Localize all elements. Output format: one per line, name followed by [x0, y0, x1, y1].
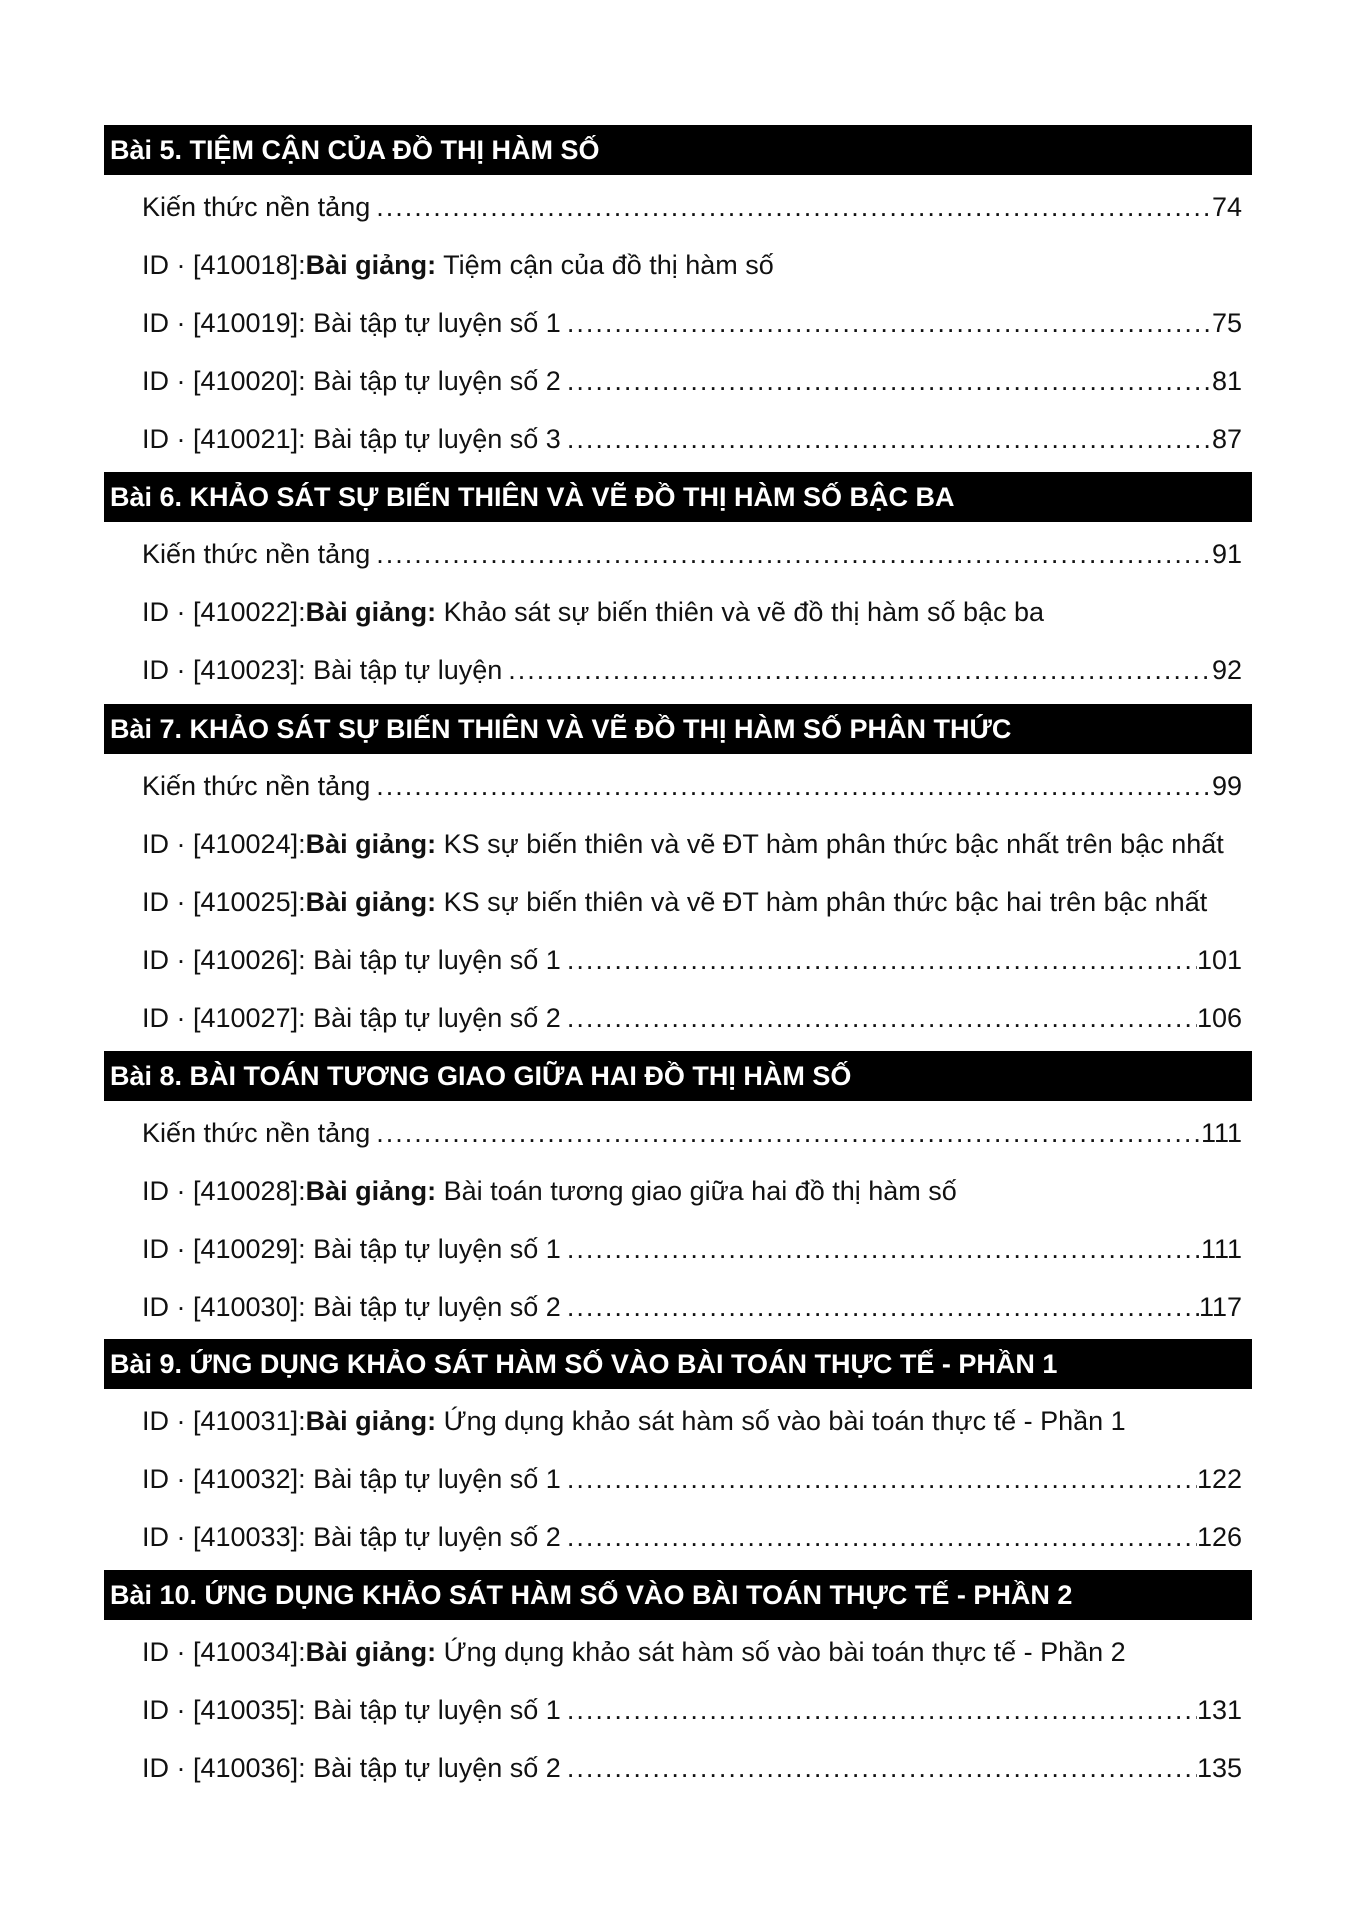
- section-header: Bài 6. KHẢO SÁT SỰ BIẾN THIÊN VÀ VẼ ĐỒ THỊ HÀM SỐ BẬC BA: [104, 472, 1252, 522]
- entry-title: Tiệm cận của đồ thị hàm số: [436, 250, 774, 280]
- toc-entry[interactable]: [142, 940, 1242, 980]
- toc-entry[interactable]: [142, 1171, 1242, 1211]
- section-header: Bài 8. BÀI TOÁN TƯƠNG GIAO GIỮA HAI ĐỒ THỊ HÀM SỐ: [104, 1051, 1252, 1101]
- section-header: Bài 9. ỨNG DỤNG KHẢO SÁT HÀM SỐ VÀO BÀI TOÁN THỰC TẾ - PHẦN 1: [104, 1339, 1252, 1389]
- page-number: 126: [1196, 1522, 1242, 1552]
- page-number: 75: [1211, 308, 1242, 338]
- toc-entry[interactable]: [142, 882, 1242, 922]
- page-number: 101: [1196, 945, 1242, 975]
- page-number: 91: [1211, 539, 1242, 569]
- entry-lecture-tag: Bài giảng:: [305, 829, 437, 859]
- entry-title: Bài toán tương giao giữa hai đồ thị hàm số: [436, 1176, 957, 1206]
- entry-label: ID · [410025]:: [142, 887, 306, 917]
- entry-label: ID · [410035]: Bài tập tự luyện số 1: [142, 1695, 561, 1725]
- entry-label: ID · [410029]: Bài tập tự luyện số 1: [142, 1234, 561, 1264]
- page-number: 117: [1198, 1292, 1242, 1322]
- toc-entry[interactable]: [142, 303, 1242, 343]
- dot-leader: [376, 766, 1212, 806]
- entry-label: ID · [410036]: Bài tập tự luyện số 2: [142, 1753, 561, 1783]
- toc-entry[interactable]: [142, 534, 1242, 574]
- section-header: Bài 10. ỨNG DỤNG KHẢO SÁT HÀM SỐ VÀO BÀI TOÁN THỰC TẾ - PHẦN 2: [104, 1570, 1252, 1620]
- entry-label: ID · [410019]: Bài tập tự luyện số 1: [142, 308, 561, 338]
- toc-entry[interactable]: [142, 1748, 1242, 1788]
- page-number: 99: [1211, 771, 1242, 801]
- entry-label: ID · [410018]:: [142, 250, 306, 280]
- dot-leader: [567, 1229, 1201, 1269]
- toc-entry[interactable]: [142, 187, 1242, 227]
- page-number: 111: [1200, 1234, 1242, 1264]
- dot-leader: [567, 1459, 1197, 1499]
- dot-leader: [567, 1748, 1197, 1788]
- entry-label: ID · [410021]: Bài tập tự luyện số 3: [142, 424, 561, 454]
- entry-title: Ứng dụng khảo sát hàm số vào bài toán thực tế - Phần 2: [436, 1637, 1126, 1667]
- section-header: Bài 5. TIỆM CẬN CỦA ĐỒ THỊ HÀM SỐ: [104, 125, 1252, 175]
- toc-entry[interactable]: [142, 1287, 1242, 1327]
- entry-lecture-tag: Bài giảng:: [305, 597, 437, 627]
- toc-entry[interactable]: [142, 1401, 1242, 1441]
- toc-entry[interactable]: [142, 766, 1242, 806]
- entry-label: ID · [410020]: Bài tập tự luyện số 2: [142, 366, 561, 396]
- page-number: 106: [1196, 1003, 1242, 1033]
- toc-entry[interactable]: [142, 1517, 1242, 1557]
- entry-label: Kiến thức nền tảng: [142, 539, 371, 569]
- entry-label: Kiến thức nền tảng: [142, 771, 371, 801]
- toc-entry[interactable]: [142, 1113, 1242, 1153]
- entry-label: ID · [410022]:: [142, 597, 306, 627]
- page-number: 131: [1196, 1695, 1242, 1725]
- entry-lecture-tag: Bài giảng:: [305, 1406, 437, 1436]
- entry-lecture-tag: Bài giảng:: [305, 250, 437, 280]
- dot-leader: [567, 303, 1212, 343]
- page-number: 74: [1211, 192, 1242, 222]
- entry-label: ID · [410026]: Bài tập tự luyện số 1: [142, 945, 561, 975]
- page-number: 81: [1211, 366, 1242, 396]
- dot-leader: [567, 419, 1212, 459]
- entry-label: ID · [410024]:: [142, 829, 306, 859]
- dot-leader: [567, 361, 1212, 401]
- toc-entry[interactable]: [142, 419, 1242, 459]
- toc-entry[interactable]: [142, 824, 1242, 864]
- toc-entry[interactable]: [142, 1459, 1242, 1499]
- entry-title: KS sự biến thiên và vẽ ĐT hàm phân thức bậc nhất trên bậc nhất: [436, 829, 1224, 859]
- entry-label: ID · [410033]: Bài tập tự luyện số 2: [142, 1522, 561, 1552]
- dot-leader: [376, 1113, 1201, 1153]
- dot-leader: [376, 534, 1212, 574]
- section-header: Bài 7. KHẢO SÁT SỰ BIẾN THIÊN VÀ VẼ ĐỒ THỊ HÀM SỐ PHÂN THỨC: [104, 704, 1252, 754]
- toc-entry[interactable]: [142, 1229, 1242, 1269]
- entry-label: ID · [410028]:: [142, 1176, 306, 1206]
- toc-entry[interactable]: [142, 1690, 1242, 1730]
- toc-entry[interactable]: [142, 361, 1242, 401]
- entry-label: ID · [410034]:: [142, 1637, 306, 1667]
- dot-leader: [567, 940, 1197, 980]
- entry-title: Khảo sát sự biến thiên và vẽ đồ thị hàm số bậc ba: [436, 597, 1045, 627]
- entry-label: Kiến thức nền tảng: [142, 1118, 371, 1148]
- entry-lecture-tag: Bài giảng:: [305, 1637, 437, 1667]
- dot-leader: [508, 650, 1212, 690]
- dot-leader: [376, 187, 1212, 227]
- dot-leader: [567, 1690, 1197, 1730]
- page-number: 111: [1200, 1118, 1242, 1148]
- dot-leader: [567, 998, 1197, 1038]
- toc-entry[interactable]: [142, 998, 1242, 1038]
- toc-entry[interactable]: [142, 245, 1242, 285]
- entry-title: Ứng dụng khảo sát hàm số vào bài toán thực tế - Phần 1: [436, 1406, 1126, 1436]
- toc-entry[interactable]: [142, 592, 1242, 632]
- page-number: 122: [1196, 1464, 1242, 1494]
- page-number: 135: [1196, 1753, 1242, 1783]
- entry-lecture-tag: Bài giảng:: [305, 887, 437, 917]
- entry-label: Kiến thức nền tảng: [142, 192, 371, 222]
- page-number: 92: [1211, 655, 1242, 685]
- entry-lecture-tag: Bài giảng:: [305, 1176, 437, 1206]
- page-number: 87: [1211, 424, 1242, 454]
- entry-title: KS sự biến thiên và vẽ ĐT hàm phân thức bậc hai trên bậc nhất: [436, 887, 1208, 917]
- entry-label: ID · [410032]: Bài tập tự luyện số 1: [142, 1464, 561, 1494]
- toc-entry[interactable]: [142, 1632, 1242, 1672]
- entry-label: ID · [410027]: Bài tập tự luyện số 2: [142, 1003, 561, 1033]
- entry-label: ID · [410031]:: [142, 1406, 306, 1436]
- dot-leader: [567, 1517, 1197, 1557]
- dot-leader: [567, 1287, 1199, 1327]
- entry-label: ID · [410030]: Bài tập tự luyện số 2: [142, 1292, 561, 1322]
- toc-entry[interactable]: [142, 650, 1242, 690]
- entry-label: ID · [410023]: Bài tập tự luyện: [142, 655, 503, 685]
